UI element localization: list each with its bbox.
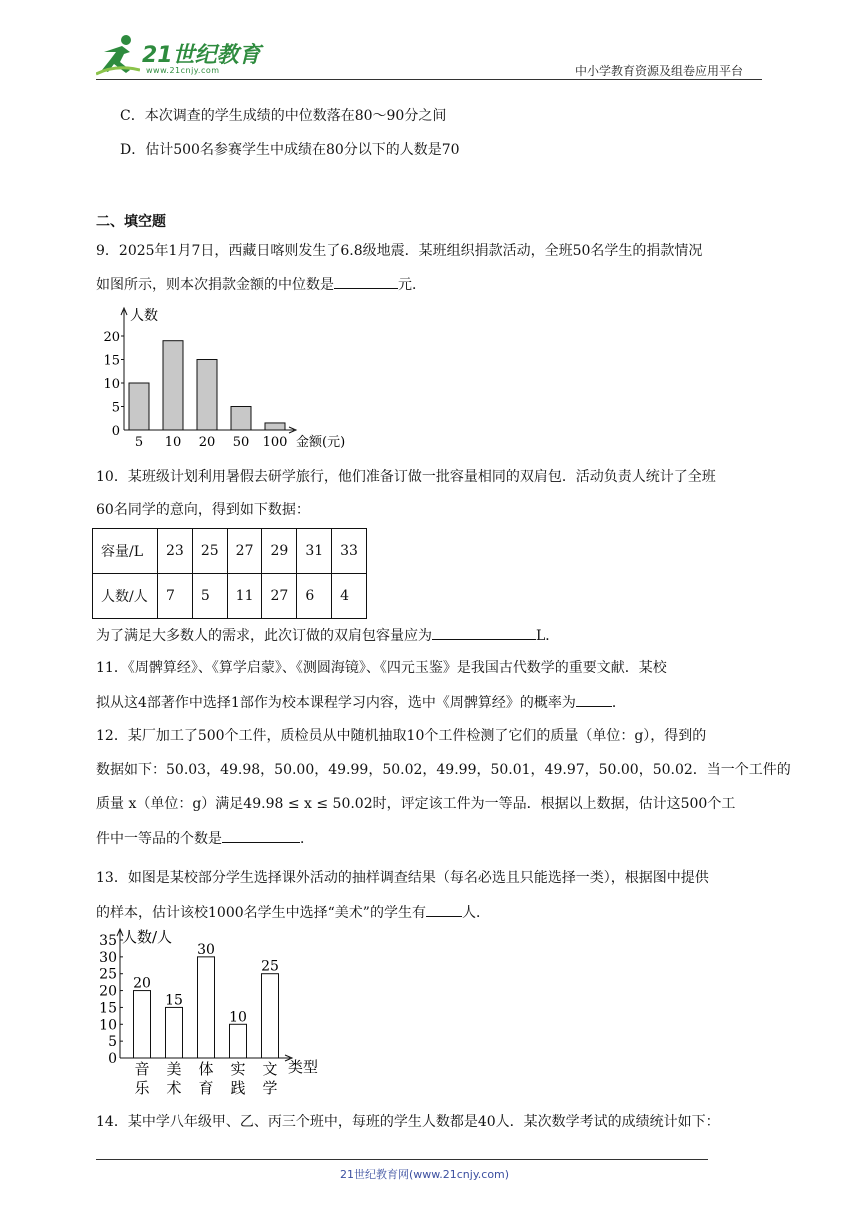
- count-cell: 11: [227, 574, 262, 619]
- footer-text: 21世纪教育网(www.21cnjy.com): [340, 1168, 510, 1181]
- capacity-cell: 23: [158, 529, 193, 574]
- q9-answer-blank: [334, 274, 398, 289]
- x-tick-label: 100: [262, 435, 288, 448]
- header-platform-text: 中小学教育资源及组卷应用平台: [575, 64, 744, 78]
- y-tick-label: 10: [99, 1017, 117, 1034]
- x-tick-label: 育: [198, 1079, 214, 1097]
- runner-icon: [96, 34, 140, 76]
- header-rule: [96, 79, 762, 80]
- count-cell: 4: [332, 574, 367, 619]
- q10-text-b: L．: [536, 628, 560, 644]
- q13-text-a: 的样本，估计该校1000名学生中选择“美术”的学生有: [96, 905, 426, 921]
- q9-text-a: 如图所示，则本次捐款金额的中位数是: [96, 277, 334, 293]
- option-d: D．估计500名参赛学生中成绩在80分以下的人数是70: [120, 142, 460, 158]
- x-tick-label: 文: [262, 1060, 278, 1078]
- count-cell: 6: [297, 574, 332, 619]
- q12-text-a: 件中一等品的个数是: [96, 831, 222, 847]
- count-cell: 5: [192, 574, 227, 619]
- x-tick-label: 术: [166, 1079, 182, 1097]
- y-tick-label: 5: [111, 400, 120, 416]
- q11-text-b: ．: [611, 695, 626, 711]
- bar: [197, 360, 217, 431]
- capacity-cell: 27: [227, 529, 262, 574]
- bar: [230, 1024, 247, 1058]
- table-row: [93, 529, 367, 574]
- q12-line3: 质量 x（单位：g）满足49.98 ≤ x ≤ 50.02时，评定该工件为一等品．根据以上数据，估计这500个工: [96, 796, 736, 812]
- x-tick-label: 践: [230, 1079, 246, 1097]
- x-tick-label: 体: [198, 1060, 214, 1078]
- data-label: 30: [197, 941, 215, 958]
- x-tick-label: 10: [164, 435, 182, 448]
- row-label-capacity: 容量/L: [93, 529, 158, 574]
- q12-text-b: ．: [300, 831, 314, 847]
- q10-answer-blank: [432, 625, 536, 640]
- x-tick-label: 美: [166, 1060, 182, 1078]
- section-title: 二、填空题: [96, 214, 166, 230]
- x-tick-label: 50: [232, 435, 250, 448]
- x-tick-label: 音: [134, 1060, 150, 1078]
- bar: [134, 991, 151, 1058]
- header: [0, 0, 860, 90]
- row-label-count: 人数/人: [93, 574, 158, 619]
- capacity-cell: 31: [297, 529, 332, 574]
- y-tick-label: 20: [99, 983, 117, 1000]
- y-axis-label: 人数/人: [122, 928, 173, 946]
- y-axis-label: 人数: [130, 308, 158, 324]
- option-c: C．本次调查的学生成绩的中位数落在80～90分之间: [120, 108, 447, 124]
- data-label: 15: [165, 992, 183, 1009]
- x-axis-label: 金额(元): [296, 435, 346, 448]
- y-tick-label: 30: [99, 949, 117, 966]
- count-cell: 27: [262, 574, 297, 619]
- y-tick-label: 20: [103, 330, 120, 345]
- x-axis-label: 类型: [288, 1058, 319, 1076]
- q11-line2: [96, 692, 626, 713]
- donation-bar-chart: [94, 302, 354, 448]
- q11-answer-blank: [576, 692, 612, 707]
- capacity-cell: 33: [332, 529, 367, 574]
- logo-sub-text: www.21cnjy.com: [146, 66, 220, 75]
- bar: [163, 341, 183, 430]
- bar: [265, 423, 285, 430]
- bar: [129, 383, 149, 430]
- q13-line1: 13．如图是某校部分学生选择课外活动的抽样调查结果（每名必选且只能选择一类），根据图中提供: [96, 870, 709, 886]
- y-tick-label: 0: [111, 424, 120, 439]
- q13-answer-blank: [426, 902, 462, 917]
- q11-text-a: 拟从这4部著作中选择1部作为校本课程学习内容，选中《周髀算经》的概率为: [96, 695, 576, 711]
- q12-line2: 数据如下：50.03，49.98，50.00，49.99，50.02，49.99，50.01，49.97，50.00，50.02．当一个工件的: [96, 762, 791, 778]
- q14-line1: 14．某中学八年级甲、乙、丙三个班中，每班的学生人数都是40人．某次数学考试的成绩统计如下：: [96, 1114, 720, 1130]
- q11-line1: 11．《周髀算经》、《算学启蒙》、《测圆海镜》、《四元玉鉴》是我国古代数学的重要文献．某校: [96, 660, 667, 676]
- y-tick-label: 15: [103, 353, 120, 369]
- capacity-cell: 29: [262, 529, 297, 574]
- activity-bar-chart: [94, 926, 334, 1098]
- q12-answer-blank: [222, 828, 300, 843]
- q13-line2: [96, 902, 490, 923]
- count-cell: 7: [158, 574, 193, 619]
- y-tick-label: 35: [99, 933, 117, 949]
- x-tick-label: 5: [134, 435, 144, 448]
- capacity-table: [92, 528, 367, 619]
- q9-line1: 9．2025年1月7日，西藏日喀则发生了6.8级地震．某班组织捐款活动，全班50名学生的捐款情况: [96, 243, 703, 259]
- q10-line1: 10．某班级计划利用暑假去研学旅行，他们准备订做一批容量相同的双肩包．活动负责人统计了全班: [96, 469, 716, 485]
- q12-line1: 12．某厂加工了500个工件，质检员从中随机抽取10个工件检测了它们的质量（单位：g），得到的: [96, 728, 707, 744]
- x-tick-label: 20: [198, 435, 216, 448]
- q9-line2: [96, 274, 426, 295]
- bar: [231, 407, 251, 431]
- capacity-cell: 25: [192, 529, 227, 574]
- table-row: [93, 574, 367, 619]
- q10-line2: 60名同学的意向，得到如下数据：: [96, 502, 310, 518]
- bar: [262, 974, 279, 1058]
- footer-rule: [96, 1159, 708, 1160]
- q13-text-b: 人．: [461, 905, 490, 921]
- bar: [198, 957, 215, 1058]
- data-label: 20: [133, 975, 151, 992]
- logo: [96, 34, 266, 80]
- x-tick-label: 学: [262, 1079, 278, 1097]
- y-tick-label: 25: [99, 966, 117, 983]
- bar: [166, 1007, 183, 1058]
- q9-text-b: 元．: [398, 277, 426, 293]
- y-tick-label: 5: [108, 1034, 117, 1051]
- y-tick-label: 15: [99, 1000, 117, 1017]
- data-label: 10: [229, 1009, 247, 1026]
- q12-line4: [96, 828, 314, 849]
- data-label: 25: [261, 958, 279, 975]
- q10-line3: [96, 625, 559, 646]
- x-tick-label: 实: [230, 1060, 246, 1078]
- y-tick-label: 0: [108, 1051, 117, 1067]
- logo-main-text: 21世纪教育: [142, 43, 261, 68]
- x-tick-label: 乐: [134, 1079, 150, 1097]
- y-tick-label: 10: [103, 377, 120, 392]
- q10-text-a: 为了满足大多数人的需求，此次订做的双肩包容量应为: [96, 628, 432, 644]
